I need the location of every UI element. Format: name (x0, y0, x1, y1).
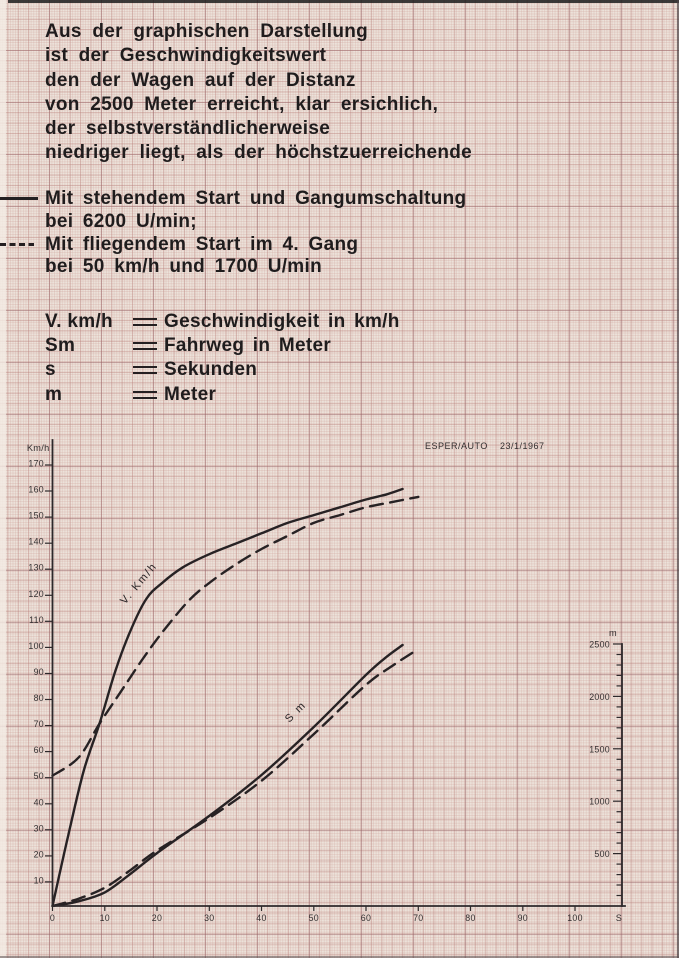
y-left-tick-label: 50 (33, 771, 44, 782)
curve-label: V. Km/h (118, 560, 160, 607)
series-dashed-speed (53, 497, 419, 776)
y-right-tick-label: 1000 (589, 796, 610, 807)
intro-line: niedriger liegt, als der höchstzuerreichende (45, 142, 473, 164)
intro-line: von 2500 Meter erreicht, klar ersichlich, (45, 93, 439, 115)
definition-term: m (45, 383, 63, 405)
x-tick-label: 0 (49, 913, 56, 923)
credit-text: ESPER/AUTO (425, 441, 488, 451)
y-left-tick-label: 30 (33, 823, 44, 834)
intro-line: ist der Geschwindigkeitswert (45, 45, 327, 67)
x-tick-label: 90 (517, 913, 528, 923)
x-tick-label: 100 (567, 913, 583, 923)
y-left-tick-label: 100 (28, 640, 44, 651)
series-solid-speed (53, 489, 403, 906)
y-left-tick-label: 60 (33, 745, 44, 756)
legend-text-line: bei 50 km/h und 1700 U/min (45, 256, 322, 278)
x-tick-label: 80 (465, 913, 476, 923)
definition-text: Geschwindigkeit in km/h (164, 311, 400, 333)
definition-term: Sm (45, 335, 76, 357)
y-left-axis-title: Km/h (26, 443, 50, 453)
x-axis-title: S (615, 913, 623, 923)
x-tick-label: 50 (308, 913, 319, 923)
legend-text-line: bei 6200 U/min; (45, 210, 197, 232)
x-tick-label: 40 (256, 913, 267, 923)
y-left-tick-label: 130 (28, 562, 44, 573)
definition-text: Sekunden (164, 359, 258, 381)
y-left-tick-label: 110 (29, 614, 44, 625)
curve-label: S m (282, 699, 310, 726)
definition-term: V. km/h (45, 311, 113, 333)
y-left-tick-label: 20 (33, 849, 44, 860)
y-left-tick-label: 120 (28, 588, 44, 599)
y-left-tick-label: 170 (28, 458, 44, 469)
intro-line: Aus der graphischen Darstellung (45, 21, 369, 42)
intro-line: der selbstverständlicherweise (45, 118, 331, 140)
definition-text: Meter (164, 383, 217, 405)
y-left-tick-label: 90 (33, 667, 44, 677)
y-left-tick-label: 10 (33, 875, 44, 886)
y-left-tick-label: 140 (28, 536, 44, 547)
x-tick-label: 30 (204, 913, 215, 923)
y-right-tick-label: 1500 (589, 744, 610, 755)
y-left-tick-label: 160 (28, 484, 44, 495)
x-tick-label: 20 (151, 913, 163, 923)
legend-text-line: Mit stehendem Start und Gangumschaltung (45, 188, 467, 209)
series-solid-distance (53, 645, 403, 906)
series-dashed-distance (53, 649, 419, 906)
intro-line: den der Wagen auf der Distanz (45, 69, 356, 91)
date-text: 23/1/1967 (500, 441, 545, 451)
y-left-tick-label: 70 (33, 719, 44, 730)
definition-term: s (45, 359, 56, 381)
y-right-tick-label: 2000 (589, 691, 610, 702)
x-tick-label: 70 (413, 913, 424, 923)
y-left-tick-label: 40 (33, 797, 44, 808)
y-right-axis-title: m (609, 628, 617, 638)
y-right-tick-label: 500 (594, 849, 610, 860)
x-tick-label: 60 (360, 913, 372, 923)
y-left-tick-label: 80 (33, 693, 44, 703)
y-left-tick-label: 150 (28, 510, 44, 521)
y-right-tick-label: 2500 (589, 639, 610, 650)
x-tick-label: 10 (99, 913, 110, 923)
definition-text: Fahrweg in Meter (164, 335, 332, 357)
legend-text-line: Mit fliegendem Start im 4. Gang (45, 233, 359, 255)
